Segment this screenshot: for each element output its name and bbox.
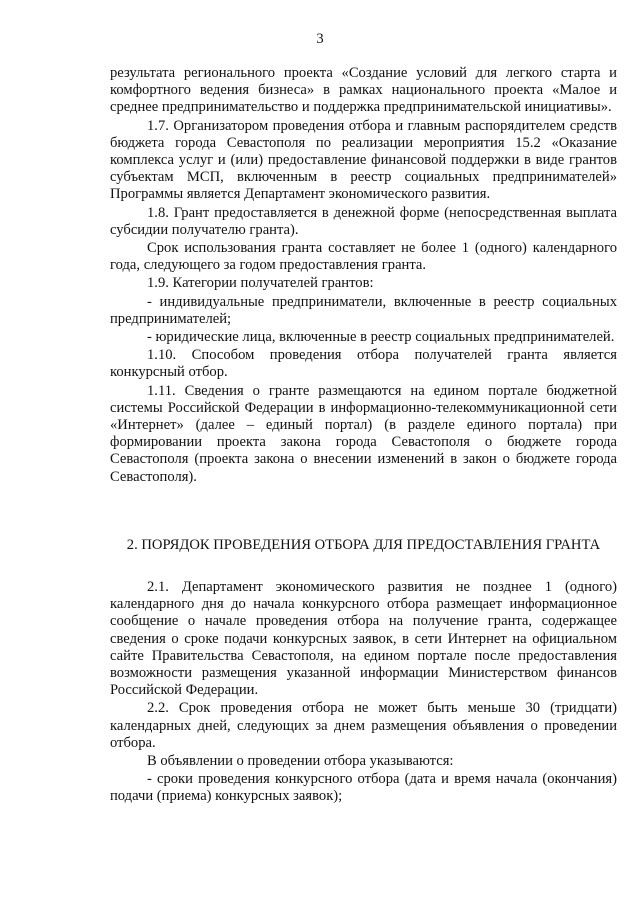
paragraph: 1.11. Сведения о гранте размещаются на едином портале бюджетной системы Российской Федерации в информационно-телекоммуникационной сети «Интернет» (далее – единый портал) (в разделе единого портала) при формировании проекта закона города Севастополя о бюджете города Севастополя (проекта закона о внесении изменений в закон о бюджете города Севастополя). bbox=[110, 382, 617, 485]
list-item: - индивидуальные предприниматели, включенные в реестр социальных предпринимателей; bbox=[110, 293, 617, 327]
paragraph: Срок использования гранта составляет не более 1 (одного) календарного года, следующего за годом предоставления гранта. bbox=[110, 240, 617, 274]
page-number: 3 bbox=[316, 31, 324, 47]
paragraph: 1.10. Способом проведения отбора получателей гранта является конкурсный отбор. bbox=[110, 347, 617, 381]
paragraph: результата регионального проекта «Создание условий для легкого старта и комфортного ведения бизнеса» в рамках национального проекта «Малое и среднее предпринимательство и поддержка предпринимательской инициативы». bbox=[110, 65, 617, 116]
section-2-body bbox=[110, 579, 617, 807]
section-2-heading: 2. ПОРЯДОК ПРОВЕДЕНИЯ ОТБОРА ДЛЯ ПРЕДОСТАВЛЕНИЯ ГРАНТА bbox=[126, 537, 601, 553]
paragraph: 2.1. Департамент экономического развития не позднее 1 (одного) календарного дня до начала конкурсного отбора размещает информационное сообщение о начале проведения отбора на получение гранта, содержащее сведения о сроке подачи конкурсных заявок, в сети Интернет на официальном сайте Правительства Севастополя, на едином портале после предоставления возможности размещения указанной информации Министерством финансов Российской Федерации. bbox=[110, 579, 617, 699]
paragraph: 1.8. Грант предоставляется в денежной форме (непосредственная выплата субсидии получателю гранта). bbox=[110, 204, 617, 238]
paragraph: 1.9. Категории получателей грантов: bbox=[147, 275, 374, 292]
section-1-body bbox=[110, 65, 617, 487]
paragraph: 2.2. Срок проведения отбора не может быть меньше 30 (тридцати) календарных дней, следующих за днем размещения объявления о проведении отбора. bbox=[110, 700, 617, 751]
list-item: - сроки проведения конкурсного отбора (дата и время начала (окончания) подачи (приема) конкурсных заявок); bbox=[110, 771, 617, 805]
list-item: - юридические лица, включенные в реестр социальных предпринимателей. bbox=[147, 329, 615, 346]
paragraph: 1.7. Организатором проведения отбора и главным распорядителем средств бюджета города Севастополя по реализации мероприятия 15.2 «Оказание комплекса услуг и (или) предоставление финансовой поддержки в виде грантов субъектам МСП, включенным в реестр социальных предпринимателей» Программы является Департамент экономического развития. bbox=[110, 117, 617, 203]
paragraph: В объявлении о проведении отбора указываются: bbox=[147, 753, 454, 770]
